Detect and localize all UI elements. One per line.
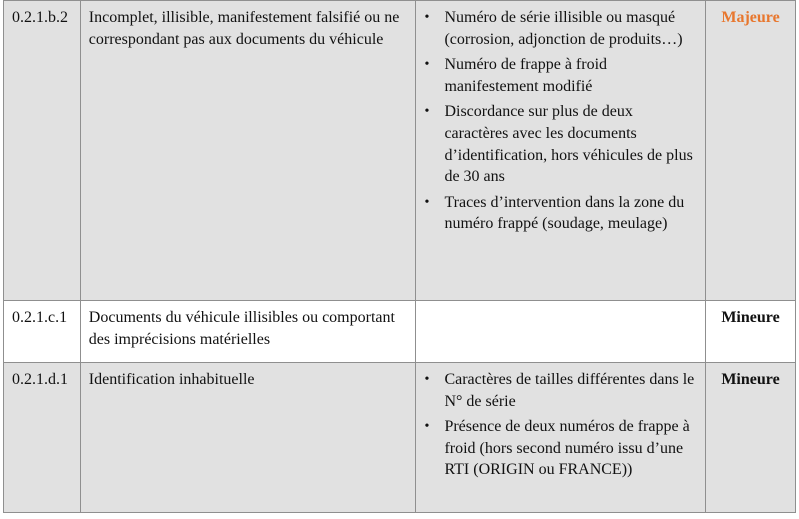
defect-criteria <box>416 1 706 301</box>
severity-label: Mineure <box>706 301 796 363</box>
defect-description: Identification inhabituelle <box>80 363 416 513</box>
severity-label: Majeure <box>706 1 796 301</box>
defect-criteria <box>416 363 706 513</box>
criterion-item: • Présence de deux numéros de frappe à froid (hors second numéro issu d’une RTI (ORIGIN ou FRANCE)) <box>444 416 697 481</box>
defect-description: Documents du véhicule illisibles ou comportant des imprécisions matérielles <box>80 301 416 363</box>
defect-code: 0.2.1.b.2 <box>4 1 81 301</box>
criterion-item: • Discordance sur plus de deux caractères avec les documents d’identification, hors véhicules de plus de 30 ans <box>444 101 697 187</box>
severity-label: Mineure <box>706 363 796 513</box>
criterion-item: • Numéro de frappe à froid manifestement modifié <box>444 54 697 97</box>
defect-code: 0.2.1.c.1 <box>4 301 81 363</box>
defects-table <box>3 0 796 513</box>
defect-criteria <box>416 301 706 363</box>
criterion-item: • Numéro de série illisible ou masqué (corrosion, adjonction de produits…) <box>444 7 697 50</box>
defect-description: Incomplet, illisible, manifestement falsifié ou ne correspondant pas aux documents du véhicule <box>80 1 416 301</box>
defect-code: 0.2.1.d.1 <box>4 363 81 513</box>
criterion-item: • Traces d’intervention dans la zone du numéro frappé (soudage, meulage) <box>444 192 697 235</box>
criterion-item: • Caractères de tailles différentes dans le N° de série <box>444 369 697 412</box>
table-row <box>4 301 796 363</box>
table-row <box>4 363 796 513</box>
table-row <box>4 1 796 301</box>
